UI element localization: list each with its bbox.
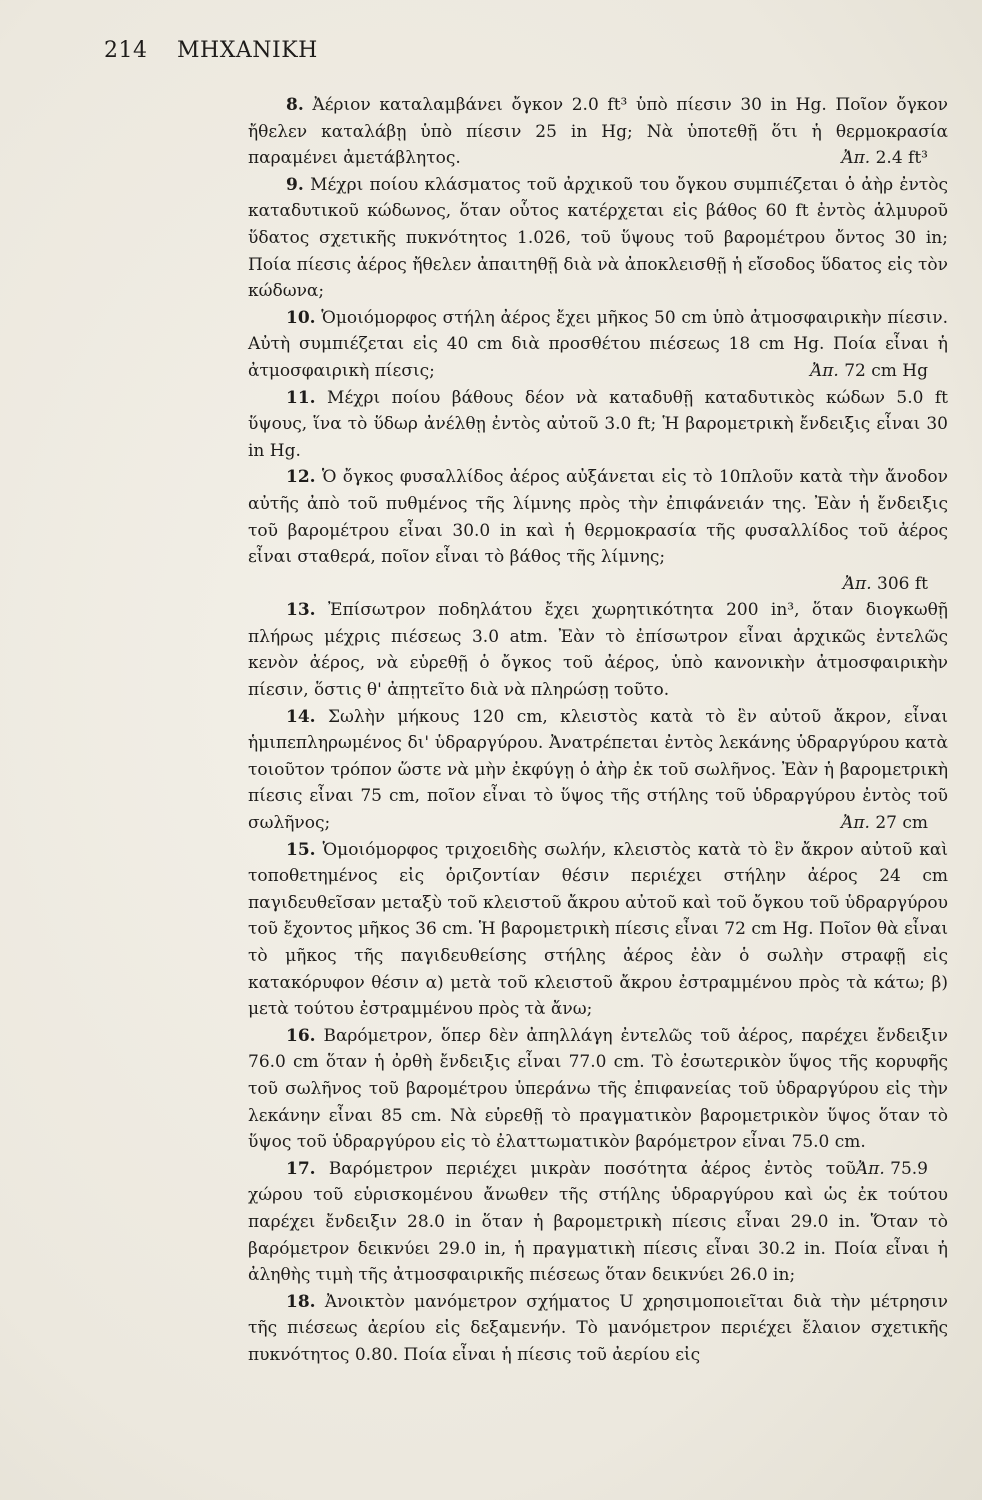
- problem-18: [248, 1289, 948, 1369]
- problem-text: Ὁμοιόμορφος τριχοειδὴς σωλήν, κλειστὸς κατὰ τὸ ἓν ἄκρον αὐτοῦ καὶ τοποθετημένος εἰς ὁριζοντίαν θέσιν περιέχει στήλην ἀέρος 24 cm παγιδευθεῖσαν μεταξὺ τοῦ κλειστοῦ ἄκρου αὐτοῦ καὶ τοῦ ὄγκου τοῦ ὑδραργύρου τοῦ ἔχοντος μῆκος 36 cm. Ἡ βαρομετρικὴ πίεσις εἶναι 72 cm Hg. Ποῖον θὰ εἶναι τὸ μῆκος τῆς παγιδευθείσης στήλης ἀέρος ἐὰν ὁ σωλὴν στραφῇ εἰς κατακόρυφον θέσιν α) μετὰ τοῦ κλειστοῦ ἄκρου ἐστραμμένου πρὸς τὰ κάτω; β) μετὰ τούτου ἐστραμμένου πρὸς τὰ ἄνω;: [248, 839, 949, 1020]
- problem-text: Σωλὴν μήκους 120 cm, κλειστὸς κατὰ τὸ ἓν αὐτοῦ ἄκρον, εἶναι ἡμιπεπληρωμένος δι' ὑδραργύρου. Ἀνατρέπεται ἐντὸς λεκάνης ὑδραργύρου κατὰ τοιοῦτον τρόπον ὥστε νὰ μὴν ἐκφύγῃ ὁ ἀὴρ ἐκ τοῦ σωλῆνος. Ἐὰν ἡ βαρομετρικὴ πίεσις εἶναι 75 cm, ποῖον εἶναι τὸ ὕψος τῆς στήλης τοῦ ὑδραργύρου ἐντὸς τοῦ σωλῆνος;: [248, 706, 948, 834]
- problem-number: 14.: [286, 706, 316, 727]
- problem-text: Ἐπίσωτρον ποδηλάτου ἔχει χωρητικότητα 200 in³, ὅταν διογκωθῇ πλήρως μέχρις πιέσεως 3.0 atm. Ἐὰν τὸ ἐπίσωτρον εἶναι ἀρχικῶς ἐντελῶς κενὸν ἀέρος, νὰ εὑρεθῇ ὁ ὄγκος τοῦ ἀέρος, ὑπὸ κανονικὴν ἀτμοσφαιρικὴν πίεσιν, ὅστις θ' ἀπῃτεῖτο διὰ νὰ πληρώσῃ τοῦτο.: [248, 600, 948, 701]
- problem-number: 13.: [286, 600, 316, 621]
- problem-number: 18.: [286, 1291, 316, 1312]
- problem-text: Μέχρι ποίου κλάσματος τοῦ ἀρχικοῦ του ὄγκου συμπιέζεται ὁ ἀὴρ ἐντὸς καταδυτικοῦ κώδωνος, ὅταν οὗτος κατέρχεται εἰς βάθος 60 ft ἐντὸς ἁλμυροῦ ὕδατος σχετικῆς πυκνότητος 1.026, τοῦ ὕψους τοῦ βαρομέτρου ὄντος 30 in; Ποία πίεσις ἀέρος ἤθελεν ἀπαιτηθῇ διὰ νὰ ἀποκλεισθῇ ἡ εἴσοδος ὕδατος εἰς τὸν κώδωνα;: [248, 174, 948, 302]
- page-number: 214: [104, 38, 148, 63]
- problem-15: [248, 837, 948, 1023]
- problem-text: Ὁμοιόμορφος στήλη ἀέρος ἔχει μῆκος 50 cm ὑπὸ ἀτμοσφαιρικὴν πίεσιν. Αὐτὴ συμπιέζεται εἰς 40 cm διὰ προσθέτου πιέσεως 18 cm Hg. Ποία εἶναι ἡ ἀτμοσφαιρικὴ πίεσις;: [248, 307, 948, 381]
- problem-text: Ἀνοικτὸν μανόμετρον σχήματος U χρησιμοποιεῖται διὰ τὴν μέτρησιν τῆς πιέσεως ἀερίου εἰς δεξαμενήν. Τὸ μανόμετρον περιέχει ἔλαιον σχετικῆς πυκνότητος 0.80. Ποία εἶναι ἡ πίεσις τοῦ ἀερίου εἰς: [248, 1291, 948, 1365]
- problem-number: 10.: [286, 307, 316, 328]
- problem-14: [248, 704, 948, 837]
- problem-answer: Ἀπ. 27 cm: [841, 813, 928, 834]
- problem-answer: Ἀπ. 75.9: [855, 1158, 928, 1179]
- problem-11: [248, 385, 948, 465]
- problem-text: Ὁ ὄγκος φυσαλλίδος ἀέρος αὐξάνεται εἰς τὸ 10πλοῦν κατὰ τὴν ἄνοδον αὐτῆς ἀπὸ τοῦ πυθμένος τῆς λίμνης πρὸς τὴν ἐπιφάνειάν της. Ἐὰν ἡ ἔνδειξις τοῦ βαρομέτρου εἶναι 30.0 in καὶ ἡ θερμοκρασία τῆς φυσαλλίδος τοῦ ἀέρος εἶναι σταθερά, ποῖον εἶναι τὸ βάθος τῆς λίμνης;: [248, 467, 948, 568]
- problem-number: 16.: [286, 1025, 316, 1046]
- problem-text: Βαρόμετρον, ὅπερ δὲν ἀπηλλάγη ἐντελῶς τοῦ ἀέρος, παρέχει ἔνδειξιν 76.0 cm ὅταν ἡ ὀρθὴ ἔνδειξις εἶναι 77.0 cm. Τὸ ἐσωτερικὸν ὕψος τῆς κορυφῆς τοῦ σωλῆνος τοῦ βαρομέτρου ὑπεράνω τῆς ἐπιφανείας τοῦ ὑδραργύρου εἰς τὴν λεκάνην εἶναι 85 cm. Νὰ εὑρεθῇ τὸ πραγματικὸν βαρομετρικὸν ὕψος ὅταν τὸ ὕψος τοῦ ὑδραργύρου εἰς τὸ ἐλαττωματικὸν βαρόμετρον εἶναι 75.0 cm.: [248, 1025, 948, 1153]
- problem-10: [248, 305, 948, 385]
- problem-17: [248, 1156, 948, 1289]
- problem-answer: Ἀπ. 306 ft: [842, 573, 928, 594]
- problem-number: 9.: [286, 174, 304, 195]
- problem-answer: Ἀπ. 72 cm Hg: [809, 360, 928, 381]
- problem-13: [248, 597, 948, 703]
- problem-number: 15.: [286, 839, 316, 860]
- problem-9: [248, 172, 948, 305]
- problem-8: [248, 92, 948, 172]
- problem-text: Ἀέριον καταλαμβάνει ὄγκον 2.0 ft³ ὑπὸ πίεσιν 30 in Hg. Ποῖον ὄγκον ἤθελεν καταλάβῃ ὑπὸ πίεσιν 25 in Hg; Νὰ ὑποτεθῇ ὅτι ἡ θερμοκρασία παραμένει ἀμετάβλητος.: [248, 95, 949, 169]
- problem-text: Μέχρι ποίου βάθους δέον νὰ καταδυθῇ καταδυτικὸς κώδων 5.0 ft ὕψους, ἵνα τὸ ὕδωρ ἀνέλθῃ ἐντὸς αὐτοῦ 3.0 ft; Ἡ βαρομετρικὴ ἔνδειξις εἶναι 30 in Hg.: [248, 387, 949, 461]
- problem-number: 17.: [286, 1158, 316, 1179]
- problem-list: [248, 92, 948, 1369]
- running-title: ΜΗΧΑΝΙΚΗ: [177, 38, 318, 63]
- page-header: [104, 38, 318, 63]
- problem-text: Βαρόμετρον περιέχει μικρὰν ποσότητα ἀέρος ἐντὸς τοῦ χώρου τοῦ εὑρισκομένου ἄνωθεν τῆς στήλης ὑδραργύρου καὶ ὡς ἐκ τούτου παρέχει ἔνδειξιν 28.0 in ὅταν ἡ βαρομετρικὴ πίεσις εἶναι 29.0 in. Ὅταν τὸ βαρόμετρον δεικνύει 29.0 in, ἡ πραγματικὴ πίεσις εἶναι 30.2 in. Ποία εἶναι ἡ ἀληθὴς τιμὴ τῆς ἀτμοσφαιρικῆς πιέσεως ὅταν δεικνύει 26.0 in;: [248, 1158, 948, 1286]
- problem-number: 11.: [286, 387, 316, 408]
- problem-answer: Ἀπ. 2.4 ft³: [841, 148, 928, 169]
- problem-12: [248, 464, 948, 597]
- problem-number: 12.: [286, 467, 316, 488]
- problem-number: 8.: [286, 95, 304, 115]
